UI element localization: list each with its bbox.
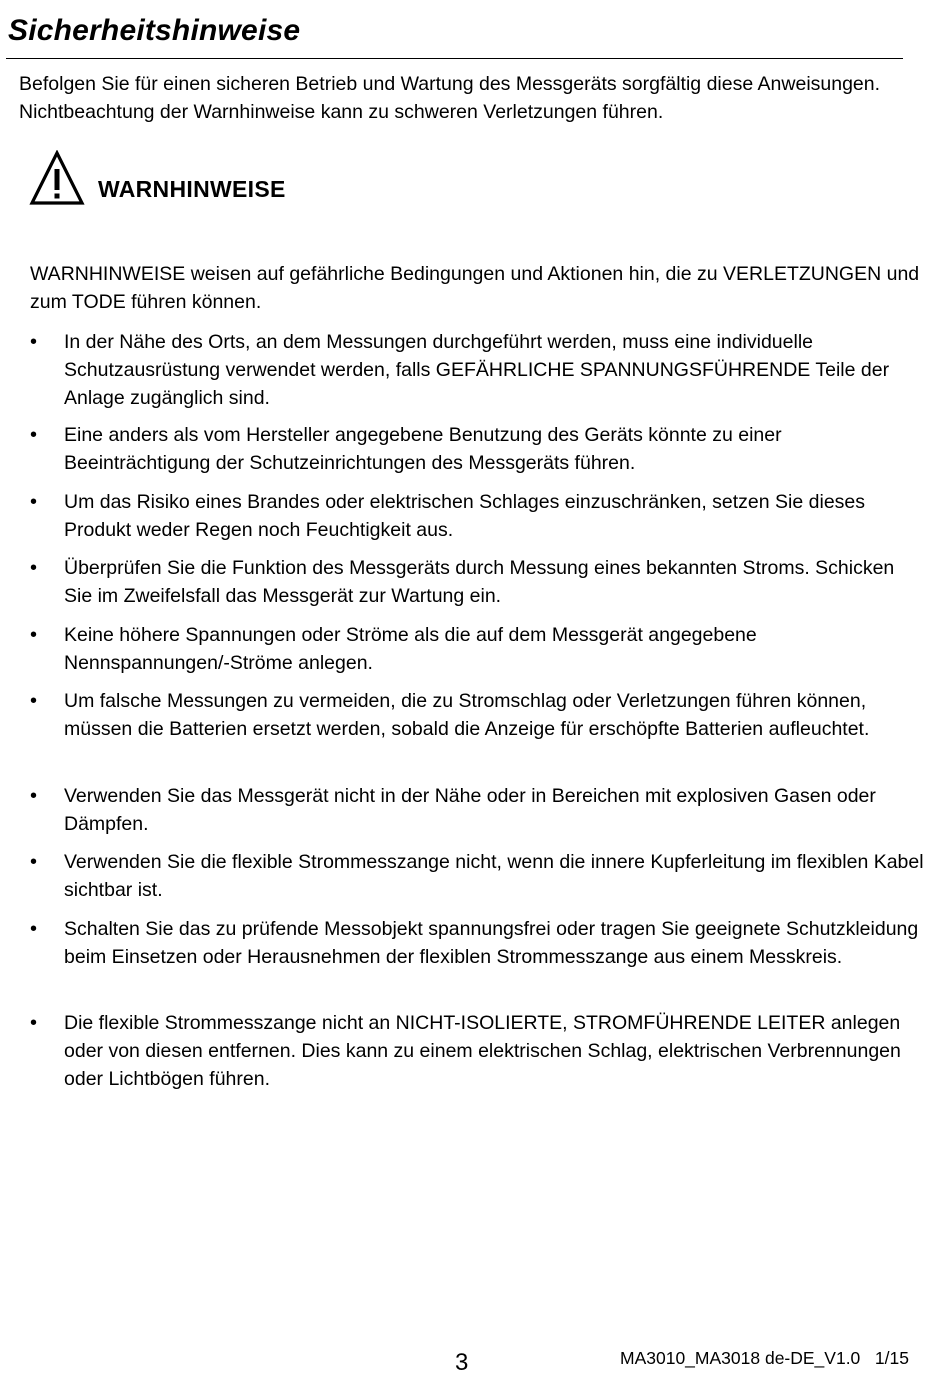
- title-divider: [6, 58, 903, 59]
- list-item: [30, 488, 925, 544]
- warning-triangle-icon: [29, 150, 85, 206]
- bullet-icon: •: [30, 331, 38, 353]
- bullet-icon: •: [30, 624, 38, 646]
- list-item-text: Schalten Sie das zu prüfende Messobjekt spannungsfrei oder tragen Sie geeignete Schutzkleidung beim Einsetzen oder Herausnehmen der flexiblen Strommesszange aus einem Messkreis.: [64, 918, 919, 968]
- list-item-text: Um das Risiko eines Brandes oder elektrischen Schlages einzuschränken, setzen Sie dieses Produkt weder Regen noch Feuchtigkeit aus.: [64, 491, 866, 541]
- list-item: [30, 1009, 925, 1093]
- list-item-text: Eine anders als vom Hersteller angegebene Benutzung des Geräts könnte zu einer Beeinträchtigung der Schutzeinrichtungen des Messgeräts führen.: [64, 424, 782, 474]
- document-id: MA3010_MA3018 de-DE_V1.0 1/15: [620, 1348, 909, 1368]
- list-item: [30, 782, 925, 838]
- bullet-icon: •: [30, 1012, 38, 1034]
- list-item-text: Verwenden Sie die flexible Strommesszange nicht, wenn die innere Kupferleitung im flexiblen Kabel sichtbar ist.: [64, 851, 924, 901]
- page-title: Sicherheitshinweise: [8, 14, 301, 47]
- list-item: [30, 421, 925, 477]
- bullet-icon: •: [30, 785, 38, 807]
- list-item-text: Keine höhere Spannungen oder Ströme als die auf dem Messgerät angegebene Nennspannungen/-Ströme anlegen.: [64, 624, 757, 674]
- list-item-text: Überprüfen Sie die Funktion des Messgeräts durch Messung eines bekannten Stroms. Schicken Sie im Zweifelsfall das Messgerät zur Wartung ein.: [64, 557, 895, 607]
- bullet-icon: •: [30, 557, 38, 579]
- list-item-text: Die flexible Strommesszange nicht an NICHT-ISOLIERTE, STROMFÜHRENDE LEITER anlegen oder von diesen entfernen. Dies kann zu einem elektrischen Schlag, elektrischen Verbrennungen oder Lichtbögen führen.: [64, 1012, 901, 1090]
- list-item-text: Um falsche Messungen zu vermeiden, die zu Stromschlag oder Verletzungen führen können, müssen die Batterien ersetzt werden, sobald die Anzeige für erschöpfte Batterien aufleuchtet.: [64, 690, 870, 740]
- page-number: 3: [455, 1349, 469, 1376]
- list-item: [30, 687, 925, 743]
- warning-heading: WARNHINWEISE: [98, 176, 286, 202]
- bullet-icon: •: [30, 491, 38, 513]
- list-item-text: Verwenden Sie das Messgerät nicht in der Nähe oder in Bereichen mit explosiven Gasen oder Dämpfen.: [64, 785, 876, 835]
- bullet-icon: •: [30, 690, 38, 712]
- intro-paragraph: Befolgen Sie für einen sicheren Betrieb und Wartung des Messgeräts sorgfältig diese Anweisungen. Nichtbeachtung der Warnhinweise kann zu schweren Verletzungen führen.: [19, 73, 881, 123]
- list-item: [30, 621, 925, 677]
- bullet-icon: •: [30, 918, 38, 940]
- list-item: [30, 328, 925, 412]
- bullet-icon: •: [30, 424, 38, 446]
- warning-description: WARNHINWEISE weisen auf gefährliche Bedingungen und Aktionen hin, die zu VERLETZUNGEN und zum TODE führen können.: [30, 263, 920, 313]
- list-item-text: In der Nähe des Orts, an dem Messungen durchgeführt werden, muss eine individuelle Schutzausrüstung verwendet werden, falls GEFÄHRLICHE SPANNUNGSFÜHRENDE Teile der Anlage zugänglich sind.: [64, 331, 890, 409]
- list-item: [30, 915, 925, 971]
- list-item: [30, 554, 925, 610]
- list-item: [30, 848, 925, 904]
- bullet-icon: •: [30, 851, 38, 873]
